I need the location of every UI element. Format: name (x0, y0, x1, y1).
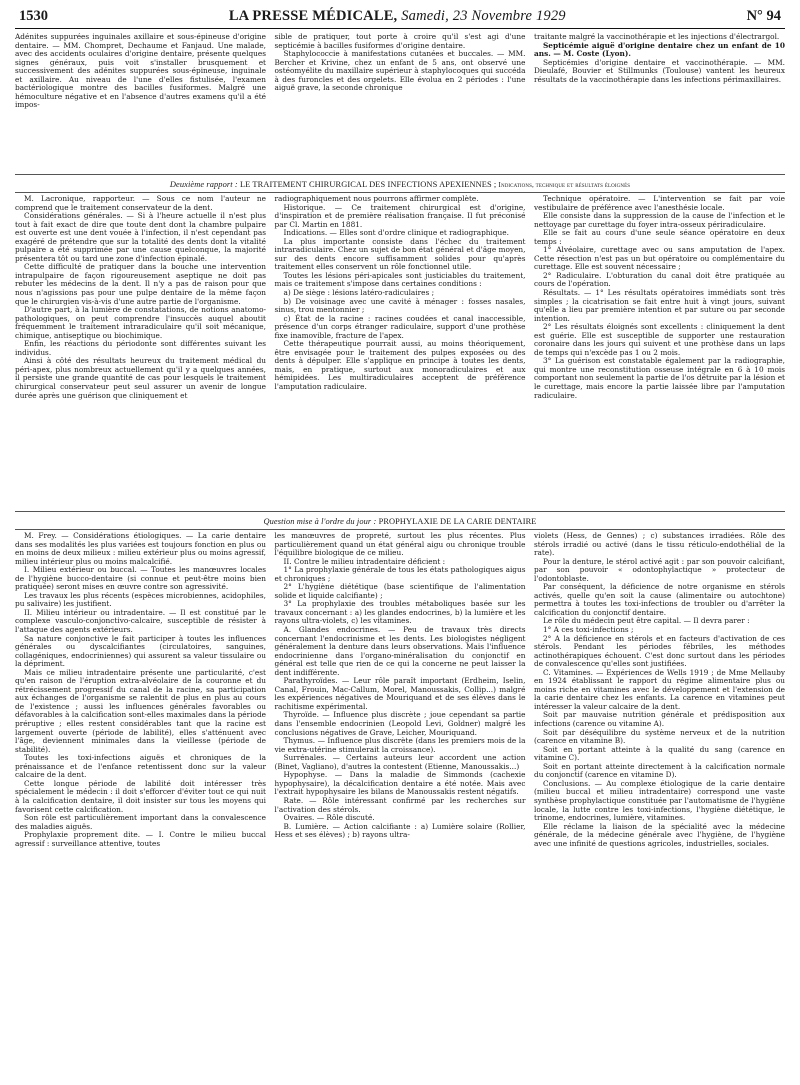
section2-columns (15, 532, 785, 1085)
section-heading-1 (15, 177, 785, 191)
divider (15, 529, 785, 530)
divider (15, 174, 785, 175)
top-column-3 (534, 33, 785, 173)
issue-number: N° 94 (746, 8, 781, 24)
journal-title: LA PRESSE MÉDICALE, (228, 8, 398, 24)
paragraph: Elle se fait au cours d'une seule séance opératoire en deux temps : (534, 228, 785, 246)
section-title: PROPHYLAXIE DE LA CARIE DENTAIRE (378, 517, 537, 526)
section2-column-1 (15, 532, 266, 1085)
paragraph: 2° L'hygiène diététique (base scientifique de l'alimentation solide et liquide calcifiante) ; (274, 582, 526, 600)
paragraph: 1° La prophylaxie générale de tous les états pathologiques aigus et chroniques ; (274, 565, 526, 583)
paragraph: Pour la denture, le stérol activé agit : par son pouvoir calcifiant, par son pouvoir « odontophylactique » protecteur de l'odontoblaste. (534, 556, 785, 583)
paragraph: Cette thérapeutique pourrait aussi, au moins théoriquement, être envisagée pour le traitement des pulpes exposées ou des dents à dépulper. Elle s'applique en principe à toutes les dents, mais, en pratique, surtout aux monoradiculaires et aux hémipidées. Les multiradiculaires acceptent de préférence l'amputation radiculaire. (274, 339, 526, 392)
paragraph: Cette longue période de labilité doit intéresser très spécialement le médecin : il doit s'efforcer d'éviter tout ce qui nuit à la calcification dentaire, il doit insister sur tous les moyens qui favorisent cette calcification. (15, 778, 266, 814)
paragraph: Résultats. — 1° Les résultats opératoires immédiats sont très simples ; la cicatrisation se fait entre huit à vingt jours, suivant qu'elle a lieu par première intention et par suture ou par seconde intention. (534, 288, 785, 323)
paragraph: Ovaires. — Rôle discuté. (283, 813, 375, 823)
section-subtitle: Indications, technique et résultats éloignés (498, 181, 631, 189)
paragraph: La plus importante consiste dans l'échec du traitement intraradiculaire. Chez un sujet de bon état général et d'âge moyen, sur des dents encore suffisamment solides pour qu'après traitement elles conservent un rôle fonctionnel utile. (274, 236, 526, 272)
paragraph: Cette difficulté de pratiquer dans la bouche une intervention intrapulpaire de façon rigoureusement aseptique ne doit pas rebuter les médecins de la dent. Il n'y a pas de raison pour que nous n'agissions pas pour une pulpe dentaire de la même façon que le chirurgien vis-à-vis d'une autre partie de l'organisme. (15, 262, 266, 306)
section1-column-1 (15, 195, 266, 510)
paragraph: M. Lacronique, rapporteur. — Sous ce nom l'auteur ne comprend que le traitement conservateur de la dent. (15, 195, 266, 212)
newspaper-page (15, 0, 785, 1080)
section2-column-2 (275, 532, 526, 1085)
paragraph: M. Frey. — Considérations étiologiques. — La carie dentaire dans ses modalités les plus variées est toujours fonction en plus ou en moins de deux milieux : milieu extérieur plus ou moins agressif, milieu intérieur plus ou moins malcalcifié. (15, 532, 266, 566)
section-label: Question mise à l'ordre du jour : (263, 517, 377, 526)
paragraph: B. Lumière. — Action calcifiante : a) Lumière solaire (Rollier, Hess et ses élèves) ; b) rayons ultra- (274, 821, 526, 840)
paragraph: 2° Les résultats éloignés sont excellents : cliniquement la dent est guérie. Elle est susceptible de supporter une restauration coronaire dans les jours qui suivent et une prothèse dans un laps de temps qui n'excède pas 1 ou 2 mois. (534, 322, 785, 357)
paragraph: Historique. — Ce traitement chirurgical est d'origine, d'inspiration et de première réalisation française. Il fut préconisé par Cl. Martin en 1881. (274, 202, 526, 229)
paragraph: Adénites suppurées inguinales axillaire et sous-épineuse d'origine dentaire. — MM. Chompret, Dechaume et Fanjaud. Une malade, avec des accidents oculaires d'origine dentaire, présente quelques signes généraux, puis voit s'installer brusquement et successivement des adénites suppurées sous-épineuse, inguinale et axillaire. Au niveau de l'une d'elles fistulisée, l'examen bactériologique montre des bacilles fusiformes. Malgré une hémoculture négative et en l'absence d'autres examens qu'il a été impos- (15, 33, 266, 110)
paragraph: Parathyroïdes. — Leur rôle paraît important (Erdheim, Iselin, Canal, Frouin, Mac-Callum, Morel, Manoussakis, Collip...) malgré les expériences négatives de Mouriquand et de ses élèves dans le rachitisme expérimental. (274, 676, 526, 711)
paragraph: Conclusions. — Au complexe étiologique de la carie dentaire (milieu buccal et milieu intradentaire) correspond une vaste synthèse prophylactique constituée par l'automatisme de l'hygiène locale, la lutte contre les toxi-infections, l'hygiène diététique, le trinome, endocrines, lumière, vitamines. (534, 778, 785, 823)
paragraph: Toutes les lésions péri-apicales sont justiciables du traitement, mais ce traitement s'impose dans certaines conditions : (274, 270, 526, 289)
paragraph: 1° Alvéolaire, curettage avec ou sans amputation de l'apex. Cette résection n'est pas un but opératoire ou complémentaire du curettage. Elle est souvent nécessaire ; (534, 245, 785, 272)
paragraph: Elle consiste dans la suppression de la cause de l'infection et le nettoyage par curettage du foyer intra-osseux périradiculaire. (534, 211, 785, 229)
top-column-1 (15, 33, 266, 173)
paragraph: 1° A ces toxi-infections ; (543, 625, 634, 635)
paragraph: Thyroïde. — Influence plus discrète ; joue cependant sa partie dans l'ensemble endocrinien (Leopold Levi, Goldner) malgré les conclusions négatives de Grave, Leicher, Mouriquand. (274, 710, 526, 737)
paragraph: C. Vitamines. — Expériences de Wells 1919 ; de Mme Mellauby en 1924 établissant le rapport du régime alimentaire plus ou moins riche en vitamines avec le développement et l'extension de la carie dentaire chez les enfants. La carence en vitamines peut intéresser la valeur calcaire de la dent. (534, 667, 785, 711)
paragraph: Elle réclame la liaison de la spécialité avec la médecine générale, de la médecine générale avec l'hygiène, de l'hygiène avec une infinité de questions agricoles, industrielles, sociales. (534, 821, 785, 848)
journal-title-line (229, 8, 566, 25)
paragraph: Rate. — Rôle intéressant confirmé par les recherches sur l'activation des stérols. (274, 795, 526, 814)
page-number: 1530 (19, 8, 48, 24)
section-label: Deuxième rapport : (169, 180, 238, 189)
masthead (15, 6, 785, 29)
paragraph: Soit par mauvaise nutrition générale et prédisposition aux infections (carence ou vitamine A). (534, 710, 785, 729)
paragraph: Le rôle du médecin peut être capital. — Il devra parer : (543, 616, 750, 626)
paragraph: Considérations générales. — Si à l'heure actuelle il n'est plus tout à fait exact de dire que toute dent dont la chambre pulpaire est ouverte est une dent vouée à l'infection, il n'est cependant pas exagéré de prétendre que sur la totalité des dents dont la vitalité pulpaire a été supprimée par une cause quelconque, la majorité présentera tôt ou tard une zone d'infection épinalé. (15, 211, 266, 263)
paragraph: Septicémies d'origine dentaire et vaccinothérapie. — MM. Dieulafé, Bouvier et Stillmunks (Toulouse) vantent les heureux résultats de la vaccinothérapie dans les infections périmaxillaires. (534, 57, 785, 84)
paragraph: Toutes les toxi-infections aiguës et chroniques de la prénaissance et de l'enfance retentissent donc sur la valeur calcaire de la dent. (15, 753, 266, 780)
paragraph: b) De voisinage avec une cavité à ménager : fosses nasales, sinus, trou mentonnier ; (274, 296, 526, 315)
section-title: LE TRAITEMENT CHIRURGICAL DES INFECTIONS APEXIENNES ; (239, 180, 497, 189)
paragraph: radiographiquement nous pourrons affirmer complète. (274, 195, 479, 203)
section-heading-2 (15, 514, 785, 528)
paragraph: 3° La guérison est constatable également par la radiographie, qui montre une reconstitution osseuse intégrale en 6 à 10 mois comportant non seulement la partie de l'os détruite par la lésion et le curettage, mais encore la partie laissée libre par l'amputation radiculaire. (534, 356, 785, 400)
paragraph: II. Milieu intérieur ou intradentaire. — Il est constitué par le complexe vasculo-conjonctivo-calcaire, susceptible de résister à l'attaque des agents extérieurs. (15, 607, 266, 635)
paragraph: D'autre part, à la lumière de constatations, de notions anatomo-pathologiques, on peut comprendre l'insuccès auquel aboutit fréquemment le traitement intraradiculaire qu'il soit mécanique, chimique, antiseptique ou biochimique. (15, 305, 266, 340)
paragraph: Les travaux les plus récents (espèces microbiennes, acidophiles, pu salivaire) les justifient. (15, 590, 266, 609)
section1-column-2 (275, 195, 526, 510)
paragraph: traitante malgré la vaccinothérapie et les injections d'électrargol. (534, 33, 780, 41)
paragraph: 3° La prophylaxie des troubles métaboliques basée sur les travaux concernant : a) les glandes endocrines, b) la lumière et les rayons ultra-violets, c) les vitamines. (274, 599, 526, 626)
issue-date: Samedi, 23 Novembre 1929 (401, 8, 566, 24)
top-column-2 (275, 33, 526, 173)
paragraph: Indications. — Elles sont d'ordre clinique et radiographique. (283, 228, 509, 238)
paragraph: violets (Hess, de Gennes) ; c) substances irradiées. Rôle des stérols irradié ou activé (dans le tissu réticulo-endothélial de la rate). (534, 532, 785, 558)
paragraph: Prophylaxie proprement dite. — I. Contre le milieu buccal agressif : surveillance attentive, toutes (15, 830, 266, 848)
paragraph: Enfin, les réactions du périodonte sont différentes suivant les individus. (15, 339, 266, 357)
paragraph: Soit en portant atteinte directement à la calcification normale du conjonctif (carence en vitamine D). (534, 761, 785, 780)
paragraph: les manœuvres de propreté, surtout les plus récentes. Plus particulièrement quand un état général aigu ou chronique trouble l'équilibre biologique de ce milieu. (274, 532, 526, 558)
paragraph: Soit par déséquilibre du système nerveux et de la nutrition (carence en vitamine B). (534, 727, 785, 746)
divider (15, 511, 785, 512)
paragraph: Sa nature conjonctive le fait participer à toutes les influences générales ou dyscalcifiantes (circulatoires, sanguines, collagéniques, endocriniennes) qui assurent sa valeur tissulaire ou la dépriment. (15, 633, 266, 669)
section2-column-3 (534, 532, 785, 1085)
paragraph: I. Milieu extérieur ou buccal. — Toutes les manœuvres locales de l'hygiène bucco-dentaire (si connue et peut-être moins bien pratiquée) seront mises en œuvre contre son agressivité. (15, 565, 266, 592)
paragraph: Soit en portant atteinte à la qualité du sang (carence en vitamine C). (534, 744, 785, 763)
paragraph: Hypophyse. — Dans la maladie de Simmonds (cachexie hypophysaire), la décalcification dentaire a été notée. Mais avec l'extrait hypophysaire les bilans de Manoussakis restent négatifs. (274, 770, 526, 797)
paragraph: Staphylococcie à manifestations cutanées et buccales. — MM. Bercher et Krivine, chez un enfant de 5 ans, ont observé une ostéomyélite du maxillaire supérieur à staphylocoques qui succéda à des furoncles et des orgelets. Elle évolua en 2 périodes : l'une aiguë grave, la seconde chronique (274, 49, 526, 93)
paragraph: Mais ce milieu intradentaire présente une particularité, c'est qu'en raison de l'éruption extra-alvéolaire de la couronne et du rétrécissement progressif du canal de la racine, sa participation aux échanges de l'organisme se ralentit de plus en plus au cours de l'existence ; aussi les influences générales favorables ou défavorables à la calcification sont-elles maximales dans la période préruptive ; elles restent considérables tant que la racine est largement ouverte (période de labilité), elles s'atténuent avec l'âge, deviennent minimales dans la vieillesse (période de stabilité). (15, 667, 266, 754)
paragraph: 2° A la déficience en stérols et en facteurs d'activation de ces stérols. Pendant les périodes fébriles, les méthodes actinothérapiques échouent. C'est donc surtout dans les périodes de convalescence qu'elles sont justifiées. (534, 633, 785, 669)
paragraph: Septicémie aiguë d'origine dentaire chez un enfant de 10 ans. — M. Coste (Lyon). (534, 40, 785, 59)
top-columns (15, 33, 785, 173)
paragraph: a) De siège : lésions latéro-radiculaires ; (283, 288, 435, 298)
paragraph: II. Contre le milieu intradentaire déficient : (283, 556, 446, 566)
section1-column-3 (534, 195, 785, 510)
paragraph: A. Glandes endocrines. — Peu de travaux très directs concernant l'endocrinisme et les dents. Les biologistes négligent généralement la denture dans leurs observations. Mais l'influence endocrinienne dans l'organo-minéralisation du conjonctif en général est telle que rien de ce qui la concerne ne peut laisser la dent indifférente. (274, 625, 526, 677)
paragraph: Technique opératoire. — L'intervention se fait par voie vestibulaire de préférence avec l'anesthésie locale. (534, 195, 785, 212)
section1-columns (15, 195, 785, 510)
paragraph: Surrénales. — Certains auteurs leur accordent une action (Binet, Vagliano), d'autres la contestent (Etienne, Manoussakis...) (274, 753, 526, 771)
paragraph: 2° Radiculaire. L'obturation du canal doit être pratiquée au cours de l'opération. (534, 270, 785, 289)
paragraph: Ainsi à côté des résultats heureux du traitement médical du péri-apex, plus nombreux actuellement qu'il y a quelques années, il persiste une grande quantité de cas pour lesquels le traitement chirurgical conservateur peut seul assurer un avenir de longue durée après une guérison que cliniquement et (15, 356, 266, 400)
divider (15, 192, 785, 193)
paragraph: Son rôle est particulièrement important dans la convalescence des maladies aiguës. (15, 813, 266, 831)
paragraph: sible de pratiquer, tout porte à croire qu'il s'est agi d'une septicémie à bacilles fusiformes d'origine dentaire. (274, 33, 526, 50)
paragraph: Thymus. — Influence plus discrète (dans les premiers mois de la vie extra-utérine stimulerait la croissance). (274, 736, 526, 754)
paragraph: c) État de la racine : racines coudées et canal inaccessible, présence d'un corps étranger radiculaire, support d'une prothèse fixe inamovible, fracture de l'apex. (274, 313, 526, 340)
paragraph: Par conséquent, la déficience de notre organisme en stérols activés, quelle qu'en soit la cause (alimentaire ou autochtone) permettra à toutes les toxi-infections de troubler ou d'arrêter la calcification du conjonctif dentaire. (534, 582, 785, 617)
